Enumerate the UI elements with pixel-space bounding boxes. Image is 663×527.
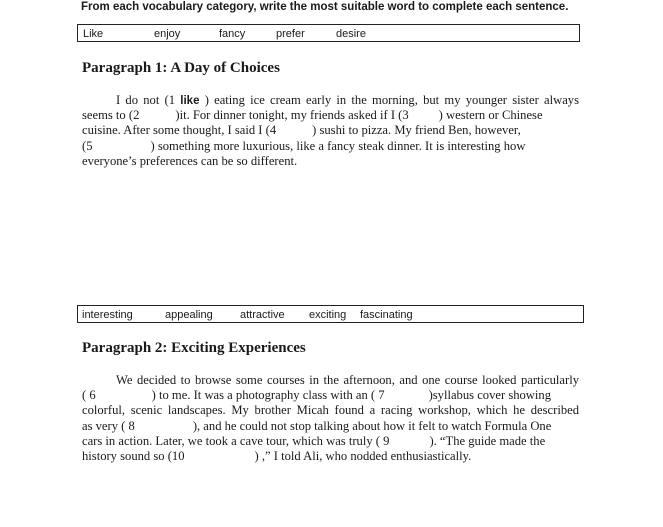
paragraph-line [82, 154, 579, 169]
text-segment: I do not (1 [116, 93, 181, 107]
text-segment: ) eating ice cream early in the morning, but my younger sister always [199, 93, 579, 107]
text-segment: ) to me. It was a photography class with an ( 7 [151, 388, 385, 403]
paragraph-2-body [82, 373, 579, 464]
word-bank-item: enjoy [154, 28, 181, 40]
paragraph-line [82, 123, 579, 138]
word-bank-2 [77, 305, 584, 323]
paragraph-line [82, 449, 579, 464]
paragraph-line [82, 139, 579, 154]
text-segment: (5 [82, 138, 93, 153]
text-segment: )syllabus cover showing [428, 388, 551, 403]
word-bank-item: prefer [276, 28, 305, 40]
paragraph-line [82, 373, 579, 388]
word-bank-item: Like [83, 28, 104, 40]
text-segment: cars in action. Later, we took a cave tour, which was truly ( 9 [82, 433, 390, 448]
text-segment: )it. For dinner tonight, my friends asked if I (3 [175, 108, 409, 123]
paragraph-line [82, 388, 579, 403]
word-bank-item: attractive [240, 309, 285, 321]
paragraph-line [82, 434, 579, 449]
paragraph-line [82, 403, 579, 418]
text-segment: ) ,” I told Ali, who nodded enthusiastically. [254, 448, 472, 463]
paragraph-1-title: Paragraph 1: A Day of Choices [82, 60, 280, 76]
paragraph-line [82, 108, 579, 123]
word-bank-1 [77, 24, 580, 42]
text-segment: history sound so (10 [82, 448, 185, 463]
word-bank-item: exciting [309, 309, 347, 321]
word-bank-item: interesting [82, 309, 133, 321]
text-segment: ), and he could not stop talking about how it felt to watch Formula One [192, 418, 552, 433]
text-segment: ) sushi to pizza. My friend Ben, however, [312, 123, 521, 138]
text-segment: ) western or Chinese [438, 108, 543, 123]
text-segment: colorful, scenic landscapes. My brother Micah found a racing workshop, which he described [82, 403, 579, 418]
instruction-text: From each vocabulary category, write the most suitable word to complete each sentence. [81, 1, 569, 13]
paragraph-line [82, 93, 579, 108]
paragraph-line [82, 419, 579, 434]
paragraph-2-title: Paragraph 2: Exciting Experiences [82, 340, 306, 356]
text-segment: seems to (2 [82, 108, 140, 123]
paragraph-1-body [82, 93, 579, 169]
answer-blank-1[interactable]: like [180, 95, 200, 107]
text-segment: cuisine. After some thought, I said I (4 [82, 123, 277, 138]
text-segment: ). “The guide made the [429, 433, 546, 448]
word-bank-item: appealing [165, 309, 213, 321]
text-segment: We decided to browse some courses in the afternoon, and one course looked particularly [116, 373, 579, 387]
word-bank-item: fascinating [360, 309, 413, 321]
text-segment: as very ( 8 [82, 418, 135, 433]
text-segment: everyone’s preferences can be so different. [82, 153, 298, 168]
word-bank-item: desire [336, 28, 366, 40]
text-segment: ( 6 [82, 388, 96, 403]
text-segment: ) something more luxurious, like a fancy steak dinner. It is interesting how [150, 138, 526, 153]
word-bank-item: fancy [219, 28, 246, 40]
